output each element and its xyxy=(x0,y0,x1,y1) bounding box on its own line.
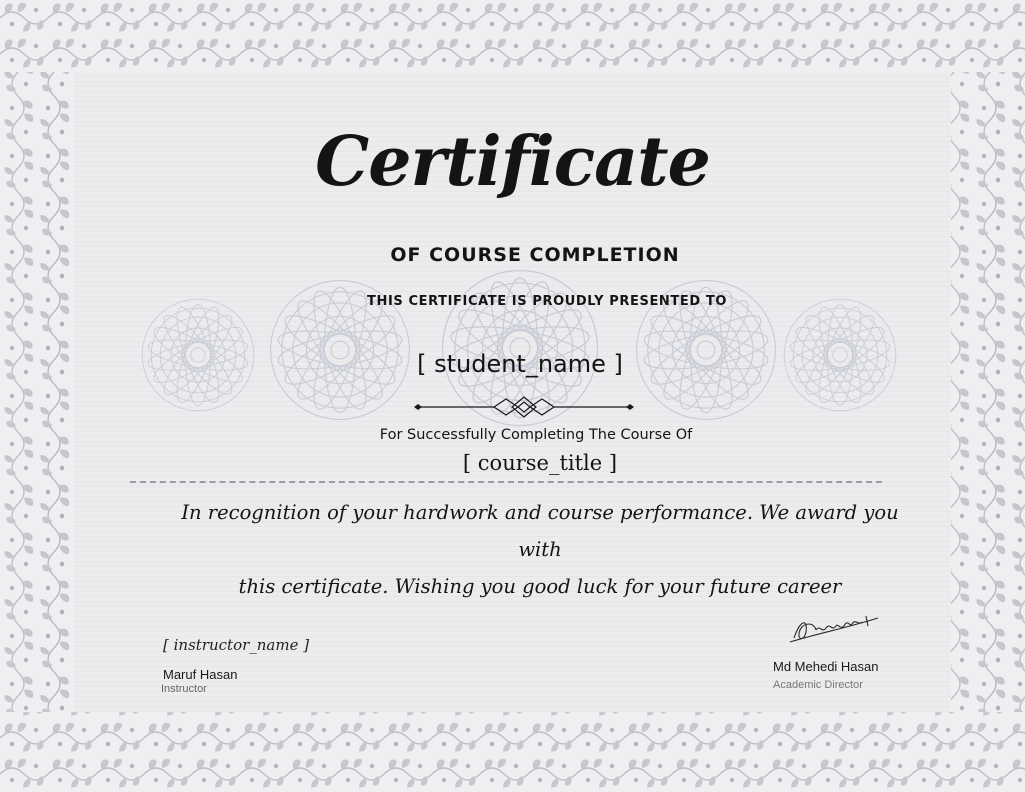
recognition-text xyxy=(170,494,910,605)
student-name: [ student_name ] xyxy=(417,350,623,378)
completing-line: For Successfully Completing The Course Of xyxy=(379,427,693,443)
instructor-name-placeholder: [ instructor_name ] xyxy=(163,636,310,654)
director-signature xyxy=(786,610,882,648)
ornament-divider xyxy=(412,394,636,420)
certificate-title: Certificate xyxy=(315,122,710,202)
director-role: Academic Director xyxy=(773,679,863,691)
instructor-name: Maruf Hasan xyxy=(163,667,238,682)
certificate-subtitle: OF COURSE COMPLETION xyxy=(390,244,680,266)
course-title: [ course_title ] xyxy=(462,451,618,475)
dashed-divider xyxy=(130,481,882,483)
instructor-role: Instructor xyxy=(161,683,207,695)
recognition-line-1: In recognition of your hardwork and course performance. We award you with xyxy=(181,501,899,561)
recognition-line-2: this certificate. Wishing you good luck for your future career xyxy=(238,575,842,598)
presented-to-line: THIS CERTIFICATE IS PROUDLY PRESENTED TO xyxy=(367,294,727,309)
director-name: Md Mehedi Hasan xyxy=(773,659,879,674)
